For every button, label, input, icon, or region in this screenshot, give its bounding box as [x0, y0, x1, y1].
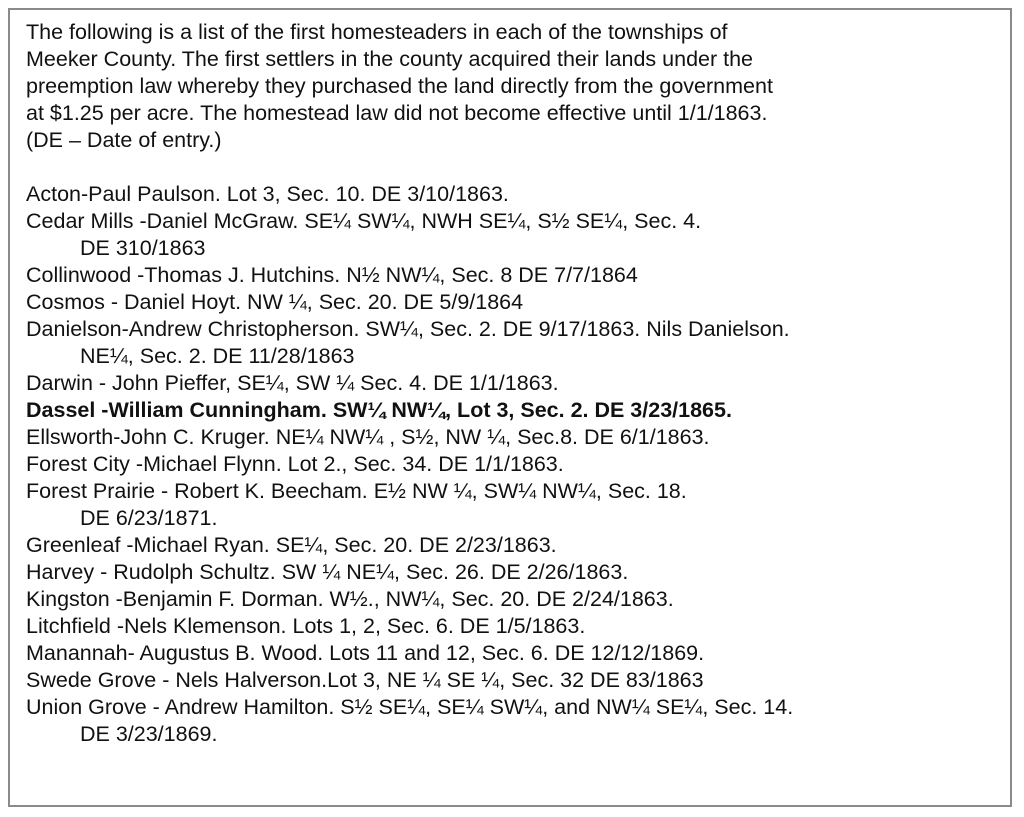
- list-item-acton: [26, 181, 1000, 208]
- entry-text: Forest City -Michael Flynn. Lot 2., Sec. 34. DE 1/1/1863.: [26, 452, 564, 476]
- intro-paragraph: [26, 19, 1000, 154]
- entry-text: Litchfield -Nels Klemenson. Lots 1, 2, Sec. 6. DE 1/5/1863.: [26, 614, 586, 638]
- document-body: [26, 19, 1000, 748]
- entry-text: Cosmos - Daniel Hoyt. NW ¼, Sec. 20. DE 5/9/1864: [26, 290, 524, 314]
- intro-line: The following is a list of the first homesteaders in each of the townships of: [26, 20, 728, 44]
- intro-line: Meeker County. The first settlers in the county acquired their lands under the: [26, 47, 754, 71]
- list-item-litchfield: [26, 613, 1000, 640]
- entry-text: Cedar Mills -Daniel McGraw. SE¼ SW¼, NWH SE¼, S½ SE¼, Sec. 4.: [26, 209, 702, 233]
- list-item-dassel: [26, 397, 1000, 424]
- list-item-cosmos: [26, 289, 1000, 316]
- entry-text: Dassel -William Cunningham. SW¼ NW¼, Lot 3, Sec. 2. DE 3/23/1865.: [26, 398, 732, 422]
- entry-continuation: DE 6/23/1871.: [80, 506, 218, 530]
- entry-text: Acton-Paul Paulson. Lot 3, Sec. 10. DE 3/10/1863.: [26, 182, 509, 206]
- list-item-collinwood: [26, 262, 1000, 289]
- entry-continuation: DE 3/23/1869.: [80, 722, 218, 746]
- entry-text: Ellsworth-John C. Kruger. NE¼ NW¼ , S½, NW ¼, Sec.8. DE 6/1/1863.: [26, 425, 710, 449]
- entry-text: Greenleaf -Michael Ryan. SE¼, Sec. 20. DE 2/23/1863.: [26, 533, 557, 557]
- entry-continuation: DE 310/1863: [80, 236, 206, 260]
- list-item-cedar-mills: [26, 208, 1000, 262]
- entry-text: Forest Prairie - Robert K. Beecham. E½ NW ¼, SW¼ NW¼, Sec. 18.: [26, 479, 687, 503]
- list-item-greenleaf: [26, 532, 1000, 559]
- entry-text: Kingston -Benjamin F. Dorman. W½., NW¼, Sec. 20. DE 2/24/1863.: [26, 587, 674, 611]
- list-item-forest-city: [26, 451, 1000, 478]
- intro-line: at $1.25 per acre. The homestead law did not become effective until 1/1/1863.: [26, 101, 768, 125]
- list-item-union-grove: [26, 694, 1000, 748]
- entry-continuation: NE¼, Sec. 2. DE 11/28/1863: [80, 344, 355, 368]
- list-item-forest-prairie: [26, 478, 1000, 532]
- list-item-ellsworth: [26, 424, 1000, 451]
- entry-text: Harvey - Rudolph Schultz. SW ¼ NE¼, Sec. 26. DE 2/26/1863.: [26, 560, 629, 584]
- list-item-manannah: [26, 640, 1000, 667]
- list-item-danielson: [26, 316, 1000, 370]
- list-item-kingston: [26, 586, 1000, 613]
- entry-text: Swede Grove - Nels Halverson.Lot 3, NE ¼ SE ¼, Sec. 32 DE 83/1863: [26, 668, 704, 692]
- entry-text: Collinwood -Thomas J. Hutchins. N½ NW¼, Sec. 8 DE 7/7/1864: [26, 263, 638, 287]
- list-item-harvey: [26, 559, 1000, 586]
- entry-text: Union Grove - Andrew Hamilton. S½ SE¼, SE¼ SW¼, and NW¼ SE¼, Sec. 14.: [26, 695, 794, 719]
- intro-line: (DE – Date of entry.): [26, 128, 222, 152]
- entry-text: Darwin - John Pieffer, SE¼, SW ¼ Sec. 4. DE 1/1/1863.: [26, 371, 559, 395]
- list-item-swede-grove: [26, 667, 1000, 694]
- homesteader-list: [26, 181, 1000, 748]
- list-item-darwin: [26, 370, 1000, 397]
- intro-line: preemption law whereby they purchased the land directly from the government: [26, 74, 773, 98]
- spacer: [26, 154, 1000, 181]
- document-frame: [8, 8, 1012, 807]
- entry-text: Manannah- Augustus B. Wood. Lots 11 and 12, Sec. 6. DE 12/12/1869.: [26, 641, 705, 665]
- entry-text: Danielson-Andrew Christopherson. SW¼, Sec. 2. DE 9/17/1863. Nils Danielson.: [26, 317, 790, 341]
